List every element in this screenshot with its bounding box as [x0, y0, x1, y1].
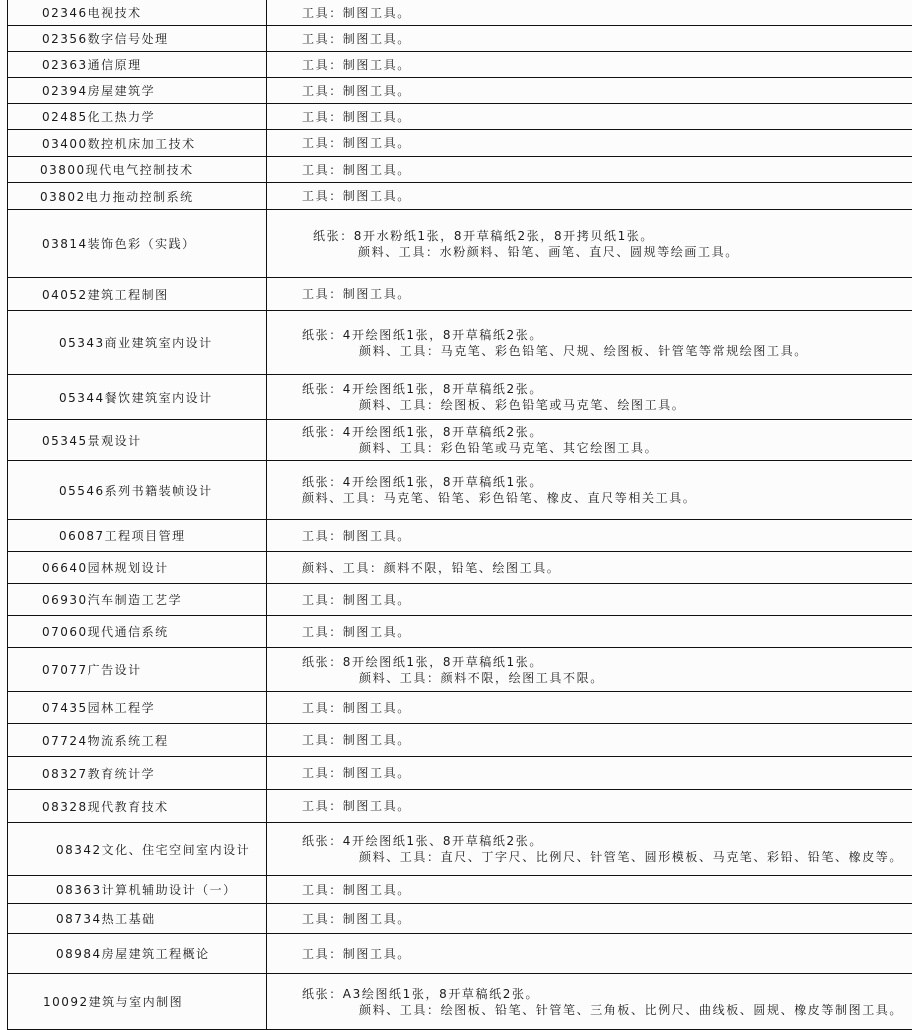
- requirement-cell: [267, 692, 912, 724]
- course-name: 07724物流系统工程: [8, 732, 266, 749]
- requirement-line: 颜料、工具：马克笔、彩色铅笔、尺规、绘图板、针管笔等常规绘图工具。: [302, 343, 912, 359]
- requirement-line: 颜料、工具：直尺、丁字尺、比例尺、针管笔、圆形模板、马克笔、彩铅、铅笔、橡皮等。: [302, 849, 912, 865]
- requirement-line: 纸张：4开绘图纸1张，8开草稿纸2张。: [302, 327, 912, 343]
- course-cell: [8, 876, 267, 904]
- table-row: [8, 823, 912, 876]
- exam-tools-table-container: [7, 0, 906, 1030]
- table-row: [8, 757, 912, 790]
- course-name: 02363通信原理: [8, 56, 266, 73]
- requirement-line: 工具：制图工具。: [302, 798, 912, 814]
- table-row: [8, 616, 912, 648]
- requirement-cell: [267, 210, 912, 278]
- requirement-cell: [267, 420, 912, 461]
- table-row: [8, 26, 912, 52]
- requirement-cell: [267, 130, 912, 157]
- requirement-line: 工具：制图工具。: [302, 162, 912, 178]
- course-cell: [8, 210, 267, 278]
- exam-tools-table: [7, 0, 912, 1030]
- requirement-cell: [267, 974, 912, 1030]
- course-name: 02356数字信号处理: [8, 30, 266, 47]
- requirement-line: 工具：制图工具。: [302, 946, 912, 962]
- course-cell: [8, 974, 267, 1030]
- course-cell: [8, 78, 267, 104]
- course-name: 08328现代教育技术: [8, 798, 266, 815]
- requirement-line: 工具：制图工具。: [302, 911, 912, 927]
- course-name: 08984房屋建筑工程概论: [8, 945, 266, 962]
- course-cell: [8, 823, 267, 876]
- course-cell: [8, 183, 267, 210]
- table-row: [8, 420, 912, 461]
- course-name: 06640园林规划设计: [8, 559, 266, 576]
- requirement-line: 颜料、工具：颜料不限，铅笔、绘图工具。: [302, 560, 912, 576]
- course-name: 08342文化、住宅空间室内设计: [8, 841, 266, 858]
- table-row: [8, 584, 912, 616]
- requirement-line: 工具：制图工具。: [302, 31, 912, 47]
- requirement-line: 工具：制图工具。: [302, 624, 912, 640]
- course-cell: [8, 552, 267, 584]
- course-cell: [8, 692, 267, 724]
- course-cell: [8, 724, 267, 757]
- table-row: [8, 692, 912, 724]
- course-name: 05546系列书籍装帧设计: [8, 482, 266, 499]
- requirement-line: 工具：制图工具。: [302, 882, 912, 898]
- requirement-line: 颜料、工具：水粉颜料、铅笔、画笔、直尺、圆规等绘画工具。: [313, 244, 912, 260]
- course-cell: [8, 311, 267, 375]
- requirement-cell: [267, 278, 912, 311]
- requirement-cell: [267, 724, 912, 757]
- course-name: 03400数控机床加工技术: [8, 135, 266, 152]
- course-name: 05343商业建筑室内设计: [8, 334, 266, 351]
- requirement-cell: [267, 311, 912, 375]
- course-name: 07435园林工程学: [8, 699, 266, 716]
- requirement-cell: [267, 104, 912, 130]
- course-cell: [8, 278, 267, 311]
- course-cell: [8, 26, 267, 52]
- course-name: 06930汽车制造工艺学: [8, 591, 266, 608]
- requirement-line: 纸张：4开绘图纸1张，8开草稿纸2张。: [302, 424, 912, 440]
- table-row: [8, 520, 912, 552]
- requirement-line: 纸张：4开绘图纸1张，8开草稿纸2张。: [302, 381, 912, 397]
- requirement-cell: [267, 78, 912, 104]
- requirement-cell: [267, 552, 912, 584]
- requirement-cell: [267, 904, 912, 934]
- table-row: [8, 648, 912, 692]
- requirement-line: 工具：制图工具。: [302, 592, 912, 608]
- requirement-line: 颜料、工具：绘图板、彩色铅笔或马克笔、绘图工具。: [302, 397, 912, 413]
- requirement-cell: [267, 757, 912, 790]
- table-row: [8, 724, 912, 757]
- course-cell: [8, 420, 267, 461]
- table-body: [8, 0, 912, 1030]
- table-row: [8, 278, 912, 311]
- course-cell: [8, 157, 267, 183]
- requirement-line: 工具：制图工具。: [302, 109, 912, 125]
- course-name: 03814装饰色彩（实践）: [8, 235, 266, 252]
- course-name: 07060现代通信系统: [8, 623, 266, 640]
- course-name: 02485化工热力学: [8, 108, 266, 125]
- requirement-line: 工具：制图工具。: [302, 57, 912, 73]
- course-cell: [8, 0, 267, 26]
- course-cell: [8, 52, 267, 78]
- table-row: [8, 78, 912, 104]
- course-cell: [8, 934, 267, 974]
- requirement-cell: [267, 461, 912, 520]
- table-row: [8, 157, 912, 183]
- requirement-line: 颜料、工具：绘图板、铅笔、针管笔、三角板、比例尺、曲线板、圆规、橡皮等制图工具。: [302, 1002, 912, 1018]
- requirement-cell: [267, 584, 912, 616]
- course-cell: [8, 616, 267, 648]
- course-name: 06087工程项目管理: [8, 527, 266, 544]
- course-cell: [8, 104, 267, 130]
- course-name: 08734热工基础: [8, 910, 266, 927]
- table-row: [8, 104, 912, 130]
- course-cell: [8, 520, 267, 552]
- requirement-line: 工具：制图工具。: [302, 765, 912, 781]
- requirement-line: 纸张：A3绘图纸1张，8开草稿纸2张。: [302, 986, 912, 1002]
- requirement-cell: [267, 375, 912, 420]
- requirement-line: 颜料、工具：彩色铅笔或马克笔、其它绘图工具。: [302, 440, 912, 456]
- table-row: [8, 183, 912, 210]
- course-name: 07077广告设计: [8, 661, 266, 678]
- table-row: [8, 934, 912, 974]
- requirement-line: 纸张：4开绘图纸1张、8开草稿纸2张。: [302, 833, 912, 849]
- course-name: 03800现代电气控制技术: [8, 161, 266, 178]
- table-row: [8, 210, 912, 278]
- table-row: [8, 904, 912, 934]
- course-cell: [8, 757, 267, 790]
- requirement-cell: [267, 934, 912, 974]
- table-row: [8, 974, 912, 1030]
- requirement-line: 工具：制图工具。: [302, 528, 912, 544]
- requirement-cell: [267, 616, 912, 648]
- table-row: [8, 130, 912, 157]
- table-row: [8, 790, 912, 823]
- course-name: 08363计算机辅助设计（一）: [8, 881, 266, 898]
- requirement-cell: [267, 876, 912, 904]
- requirement-cell: [267, 790, 912, 823]
- requirement-line: 工具：制图工具。: [302, 286, 912, 302]
- requirement-line: 纸张：4开绘图纸1张，8开草稿纸1张。: [302, 474, 912, 490]
- course-cell: [8, 904, 267, 934]
- course-name: 05345景观设计: [8, 432, 266, 449]
- requirement-cell: [267, 823, 912, 876]
- course-cell: [8, 648, 267, 692]
- course-name: 05344餐饮建筑室内设计: [8, 389, 266, 406]
- table-row: [8, 52, 912, 78]
- course-name: 04052建筑工程制图: [8, 286, 266, 303]
- course-name: 08327教育统计学: [8, 765, 266, 782]
- requirement-cell: [267, 648, 912, 692]
- requirement-cell: [267, 52, 912, 78]
- table-row: [8, 552, 912, 584]
- requirement-line: 工具：制图工具。: [302, 135, 912, 151]
- course-name: 10092建筑与室内制图: [8, 993, 266, 1010]
- table-row: [8, 311, 912, 375]
- requirement-cell: [267, 157, 912, 183]
- requirement-line: 工具：制图工具。: [302, 732, 912, 748]
- table-row: [8, 0, 912, 26]
- requirement-line: 工具：制图工具。: [302, 5, 912, 21]
- table-row: [8, 375, 912, 420]
- course-name: 03802电力拖动控制系统: [8, 188, 266, 205]
- course-cell: [8, 130, 267, 157]
- course-cell: [8, 461, 267, 520]
- requirement-cell: [267, 0, 912, 26]
- table-row: [8, 876, 912, 904]
- table-row: [8, 461, 912, 520]
- requirement-line: 工具：制图工具。: [302, 188, 912, 204]
- course-cell: [8, 584, 267, 616]
- requirement-line: 纸张：8开绘图纸1张，8开草稿纸1张。: [302, 654, 912, 670]
- requirement-line: 颜料、工具：马克笔、铅笔、彩色铅笔、橡皮、直尺等相关工具。: [302, 490, 912, 506]
- requirement-line: 工具：制图工具。: [302, 83, 912, 99]
- requirement-line: 工具：制图工具。: [302, 700, 912, 716]
- course-cell: [8, 790, 267, 823]
- requirement-cell: [267, 183, 912, 210]
- requirement-line: 颜料、工具：颜料不限，绘图工具不限。: [302, 670, 912, 686]
- course-name: 02346电视技术: [8, 4, 266, 21]
- requirement-cell: [267, 26, 912, 52]
- requirement-cell: [267, 520, 912, 552]
- requirement-line: 纸张：8开水粉纸1张，8开草稿纸2张，8开拷贝纸1张。: [313, 228, 912, 244]
- course-name: 02394房屋建筑学: [8, 82, 266, 99]
- course-cell: [8, 375, 267, 420]
